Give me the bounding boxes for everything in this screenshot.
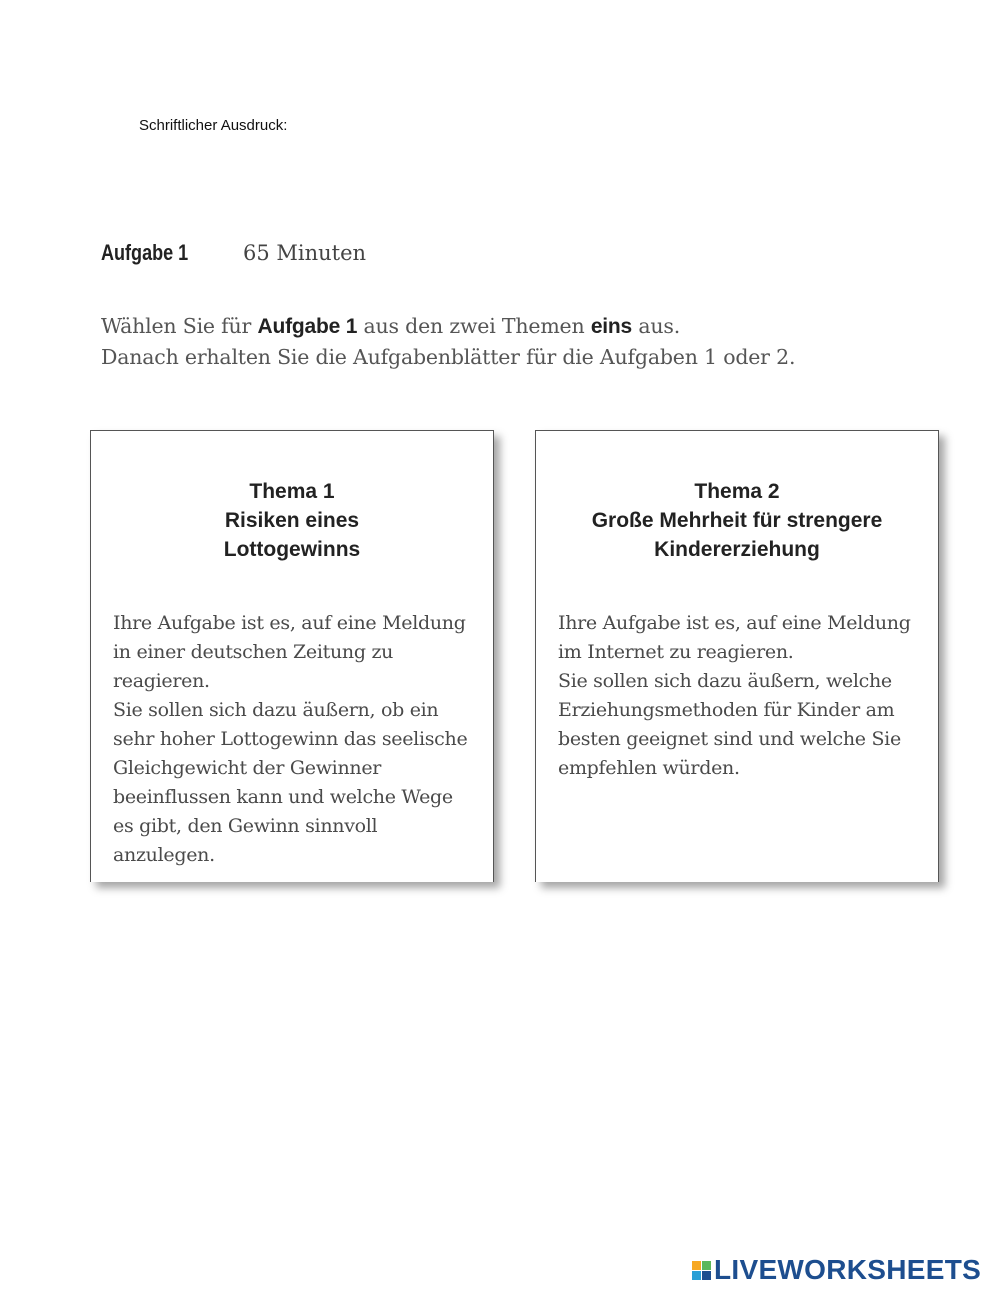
liveworksheets-logo[interactable] xyxy=(692,1254,981,1286)
topic-card-body xyxy=(113,609,483,870)
logo-square xyxy=(702,1271,711,1280)
task-title: Aufgabe 1 xyxy=(101,240,189,265)
topic-card-2 xyxy=(535,430,939,882)
body-line: in einer deutschen Zeitung zu xyxy=(113,641,394,663)
instructions xyxy=(101,311,795,373)
instructions-text: aus den zwei Themen xyxy=(357,314,591,338)
body-line: Sie sollen sich dazu äußern, ob ein xyxy=(113,699,439,721)
body-line: reagieren. xyxy=(113,670,210,692)
topic-card-1 xyxy=(90,430,494,882)
logo-square xyxy=(692,1261,701,1270)
body-line: Ihre Aufgabe ist es, auf eine Meldung xyxy=(558,612,911,634)
topic-card-body xyxy=(558,609,928,783)
topic-number: Thema 1 xyxy=(249,480,335,503)
body-line: beeinflussen kann und welche Wege xyxy=(113,786,453,808)
instructions-text: Wählen Sie für xyxy=(101,314,258,338)
body-line: Sie sollen sich dazu äußern, welche xyxy=(558,670,892,692)
task-header xyxy=(101,240,366,266)
instructions-bold-one: eins xyxy=(590,315,633,338)
body-line: besten geeignet sind und welche Sie xyxy=(558,728,901,750)
body-line: empfehlen würden. xyxy=(558,757,740,779)
liveworksheets-logo-icon xyxy=(692,1261,711,1280)
topic-card-heading xyxy=(536,477,938,564)
topic-title-line: Risiken eines xyxy=(224,509,360,532)
topic-title-line: Kindererziehung xyxy=(654,538,820,561)
body-line: Ihre Aufgabe ist es, auf eine Meldung xyxy=(113,612,466,634)
topic-title-line: Lottogewinns xyxy=(223,538,361,561)
logo-text: LIVEWORKSHEETS xyxy=(714,1254,982,1285)
topic-card-heading xyxy=(91,477,493,564)
body-line: es gibt, den Gewinn sinnvoll xyxy=(113,815,378,837)
body-line: im Internet zu reagieren. xyxy=(558,641,794,663)
instructions-line-1 xyxy=(101,311,795,342)
instructions-bold-task: Aufgabe 1 xyxy=(257,315,358,338)
body-line: anzulegen. xyxy=(113,844,215,866)
section-label: Schriftlicher Ausdruck: xyxy=(139,117,288,134)
instructions-text: aus. xyxy=(632,314,681,338)
instructions-line-2: Danach erhalten Sie die Aufgabenblätter für die Aufgaben 1 oder 2. xyxy=(101,345,796,369)
body-line: Gleichgewicht der Gewinner xyxy=(113,757,382,779)
task-time: 65 Minuten xyxy=(243,241,367,265)
topic-number: Thema 2 xyxy=(694,480,780,503)
logo-square xyxy=(702,1261,711,1270)
logo-square xyxy=(692,1271,701,1280)
body-line: Erziehungsmethoden für Kinder am xyxy=(558,699,895,721)
body-line: sehr hoher Lottogewinn das seelische xyxy=(113,728,468,750)
topic-title-line: Große Mehrheit für strengere xyxy=(591,509,883,532)
